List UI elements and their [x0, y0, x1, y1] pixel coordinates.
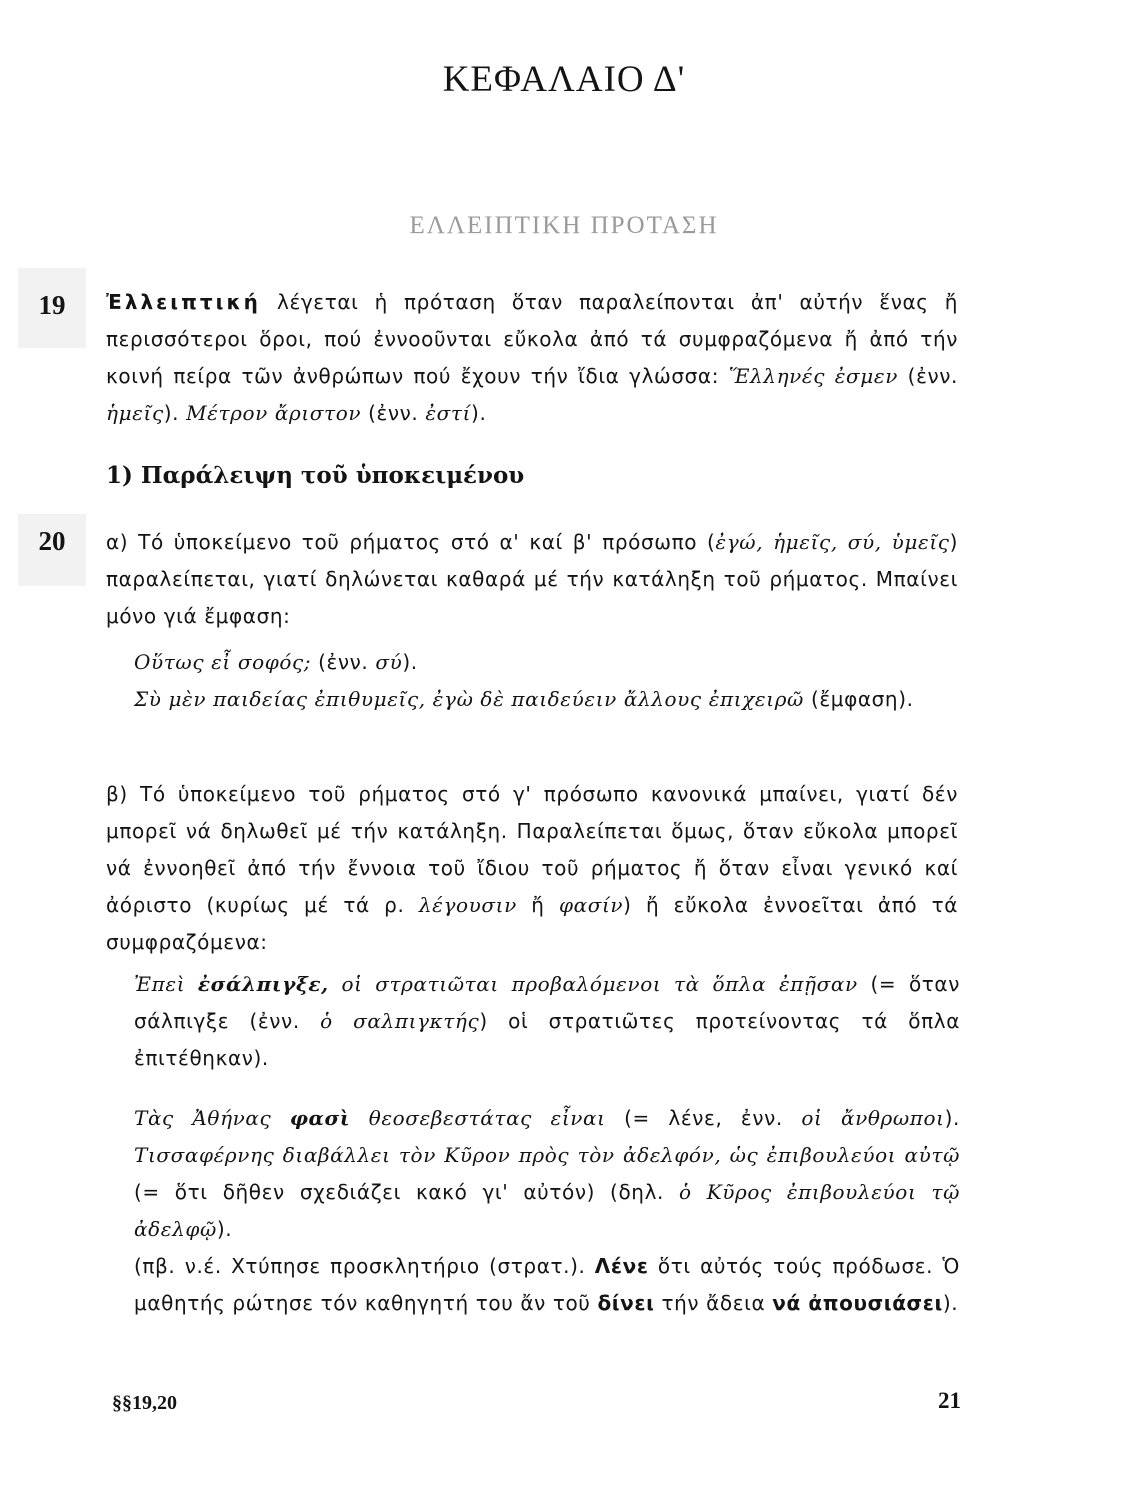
example-20b-1: Ἐπεὶ ἐσάλπιγξε, οἱ στρατιῶται προβαλόμενοι τὰ ὅπλα ἐπῇσαν (= ὅταν σάλπιγξε (ἐνν. ὁ σαλπιγκτής) οἱ στρατιῶτες προτείνοντας τά ὅπλα ἐπιτέθηκαν).: [134, 972, 960, 1070]
subheading: 1) Παράλειψη τοῦ ὑποκειμένου: [106, 462, 525, 489]
example-text: Ἕλληνές ἐσμεν: [728, 364, 898, 388]
paragraph-number-19: 19: [18, 268, 86, 348]
paragraph-number-20: 20: [18, 514, 86, 586]
section-reference: §§19,20: [112, 1392, 177, 1414]
paragraph-20a: α) Τό ὑποκείμενο τοῦ ρήματος στό α' καί β' πρόσωπο (ἐγώ, ἡμεῖς, σύ, ὑμεῖς) παραλείπεται, γιατί δηλώνεται καθαρά μέ τήν κατάληξη τοῦ ρήματος. Μπαίνει μόνο γιά ἔμφαση:: [106, 530, 958, 628]
page-number: 21: [938, 1388, 961, 1413]
example-20b-2: Τὰς Ἀθήνας φασὶ θεοσεβεστάτας εἶναι (= λένε, ἐνν. οἱ ἄνθρωποι). Τισσαφέρνης διαβάλλει τὸν Κῦρον πρὸς τὸν ἀδελφόν, ὡς ἐπιβουλεύοι αὐτῷ (= ὅτι δῆθεν σχεδιάζει κακό γι' αὐτόν) (δηλ. ὁ Κῦρος ἐπιβουλεύοι τῷ ἀδελφῷ). (πβ. ν.έ. Χτύπησε προσκλητήριο (στρατ.). Λένε ὅτι αὐτός τούς πρόδωσε. Ὁ μαθητής ρώτησε τόν καθηγητή του ἄν τοῦ δίνει τήν ἄδεια νά ἀπουσιάσει).: [134, 1106, 961, 1315]
example-text: Μέτρον ἄριστον: [186, 401, 362, 425]
example-20a: Οὕτως εἶ σοφός; (ἐνν. σύ). Σὺ μὲν παιδείας ἐπιθυμεῖς, ἐγὼ δὲ παιδεύειν ἄλλους ἐπιχειρῶ (ἔμφαση).: [134, 650, 914, 711]
paragraph-20b: β) Τό ὑποκείμενο τοῦ ρήματος στό γ' πρόσωπο κανονικά μπαίνει, γιατί δέν μπορεῖ νά δηλωθεῖ μέ τήν κατάληξη. Παραλείπεται ὅμως, ὅταν εὔκολα μπορεῖ νά ἐννοηθεῖ ἀπό τήν ἔννοια τοῦ ἴδιου τοῦ ρήματος ἤ ὅταν εἶναι γενικό καί ἀόριστο (κυρίως μέ τά ρ. λέγουσιν ἤ φασίν) ἤ εὔκολα ἐννοεῖται ἀπό τά συμφραζόμενα:: [106, 782, 959, 954]
section-title: ΕΛΛΕΙΠΤΙΚΗ ΠΡΟΤΑΣΗ: [409, 212, 719, 239]
chapter-title: ΚΕΦΑΛΑΙΟ Δ': [442, 59, 686, 100]
term-elliptic: Ἐλλειπτική: [106, 290, 261, 314]
paragraph-19: Ἐλλειπτική λέγεται ἡ πρόταση ὅταν παραλείπονται ἀπ' αὐτήν ἕνας ἤ περισσότεροι ὅροι, πού ἐννοοῦνται εὔκολα ἀπό τά συμφραζόμενα ἤ ἀπό τήν κοινή πείρα τῶν ἀνθρώπων πού ἔχουν τήν ἴδια γλώσσα: Ἕλληνές ἐσμεν (ἐνν. ἡμεῖς). Μέτρον ἄριστον (ἐνν. ἐστί).: [106, 290, 958, 425]
